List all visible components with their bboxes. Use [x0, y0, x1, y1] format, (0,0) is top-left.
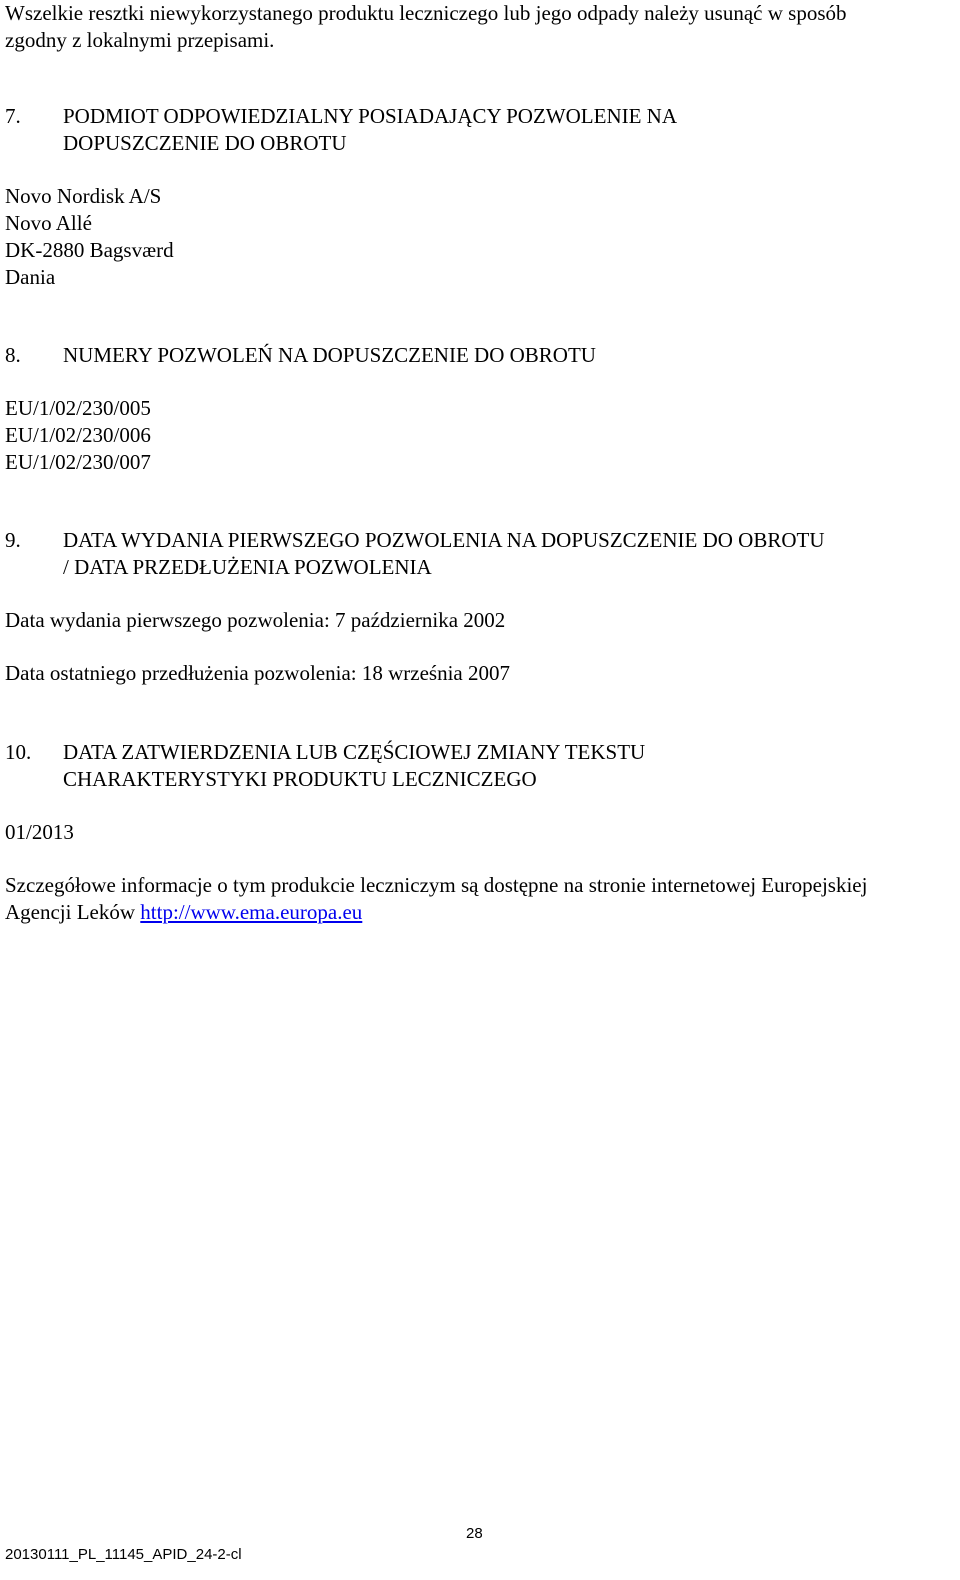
marketing-holder-address [5, 183, 955, 291]
info-paragraph [5, 872, 955, 926]
section-9-title [63, 527, 955, 581]
authorisation-numbers [5, 395, 955, 476]
section-9-heading [5, 527, 955, 581]
section-9-title-line-1: DATA WYDANIA PIERWSZEGO POZWOLENIA NA DOPUSZCZENIE DO OBROTU [63, 528, 825, 552]
authorisation-number: EU/1/02/230/006 [5, 423, 151, 447]
last-renewal-date [5, 660, 955, 687]
info-line-2 [5, 899, 955, 926]
disposal-line-1: Wszelkie resztki niewykorzystanego produktu leczniczego lub jego odpady należy usunąć w sposób [5, 1, 847, 25]
page-number: 28 [466, 1525, 483, 1542]
authorisation-number: EU/1/02/230/007 [5, 450, 151, 474]
address-line-3: DK-2880 Bagsværd [5, 238, 174, 262]
address-line-2: Novo Allé [5, 211, 92, 235]
section-7-heading [5, 103, 955, 157]
section-9-number: 9. [5, 528, 21, 552]
disposal-line-2: zgodny z lokalnymi przepisami. [5, 28, 275, 52]
info-line-1: Szczegółowe informacje o tym produkcie leczniczym są dostępne na stronie internetowej Europejskiej [5, 873, 868, 897]
document-page [5, 0, 955, 1580]
document-code: 20130111_PL_11145_APID_24-2-cl [5, 1546, 242, 1563]
section-8-heading [5, 342, 955, 369]
info-line-2-prefix: Agencji Leków [5, 900, 141, 924]
section-10-title-line-2: CHARAKTERYSTYKI PRODUKTU LECZNICZEGO [63, 767, 537, 791]
address-line-1: Novo Nordisk A/S [5, 184, 162, 208]
section-10-title-line-1: DATA ZATWIERDZENIA LUB CZĘŚCIOWEJ ZMIANY TEKSTU [63, 740, 646, 764]
section-10-heading [5, 739, 955, 793]
first-authorisation-date [5, 607, 955, 634]
section-10-number: 10. [5, 740, 32, 764]
last-renewal-text: Data ostatniego przedłużenia pozwolenia: 18 września 2007 [5, 661, 510, 685]
section-7-title [63, 103, 955, 157]
first-authorisation-text: Data wydania pierwszego pozwolenia: 7 października 2002 [5, 608, 506, 632]
section-10-title [63, 739, 955, 793]
section-9-title-line-2: / DATA PRZEDŁUŻENIA POZWOLENIA [63, 555, 432, 579]
section-7-title-line-2: DOPUSZCZENIE DO OBROTU [63, 131, 347, 155]
section-7-number: 7. [5, 104, 21, 128]
authorisation-number: EU/1/02/230/005 [5, 396, 151, 420]
section-8-title [63, 342, 955, 369]
disposal-paragraph [5, 0, 955, 54]
revision-date-text: 01/2013 [5, 820, 74, 844]
section-8-title-line-1: NUMERY POZWOLEŃ NA DOPUSZCZENIE DO OBROTU [63, 343, 596, 367]
revision-date [5, 819, 955, 846]
address-line-4: Dania [5, 265, 56, 289]
section-7-title-line-1: PODMIOT ODPOWIEDZIALNY POSIADAJĄCY POZWOLENIE NA [63, 104, 678, 128]
ema-website-link[interactable]: http://www.ema.europa.eu [140, 900, 363, 924]
section-8-number: 8. [5, 343, 21, 367]
